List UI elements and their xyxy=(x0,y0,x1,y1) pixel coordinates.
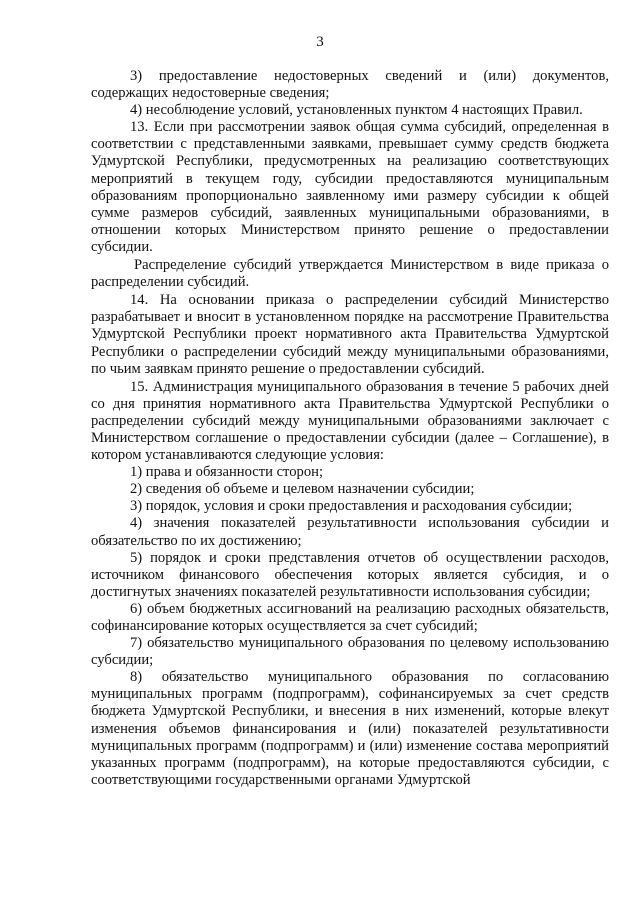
list-item-6: 6) объем бюджетных ассигнований на реализацию расходных обязательств, софинансирование которых осуществляется за счет субсидий; xyxy=(91,600,609,634)
list-item-3: 3) порядок, условия и сроки предоставления и расходования субсидии; xyxy=(130,498,573,515)
list-item-4: 4) значения показателей результативности использования субсидии и обязательство по их достижению; xyxy=(91,515,609,549)
document-body xyxy=(91,68,609,789)
paragraph-item-3: 3) предоставление недостоверных сведений и (или) документов, содержащих недостоверные сведения; xyxy=(91,68,609,102)
paragraph-distribution: Распределение субсидий утверждается Министерством в виде приказа о распределении субсидий. xyxy=(91,257,609,291)
page-number: 3 xyxy=(316,34,324,50)
list-item-7: 7) обязательство муниципального образования по целевому использованию субсидии; xyxy=(91,635,609,669)
list-item-8: 8) обязательство муниципального образования по согласованию муниципальных программ (подпрограмм), софинансируемых за счет средств бюджета Удмуртской Республики, и внесения в них изменений, которые влекут изменения объемов финансирования и (или) показателей результативности муниципальных программ (подпрограмм) и (или) изменение состава мероприятий указанных программ (подпрограмм), на которые предоставляются субсидии, с соответствующими государственными органами Удмуртской xyxy=(91,669,609,788)
list-item-1: 1) права и обязанности сторон; xyxy=(130,464,323,481)
list-item-5: 5) порядок и сроки представления отчетов об осуществлении расходов, источником финансового обеспечения которых является субсидия, и о достигнутых значениях показателей результативности использования субсидии; xyxy=(91,549,609,600)
paragraph-clause-13: 13. Если при рассмотрении заявок общая сумма субсидий, определенная в соответствии с представленными заявками, превышает сумму средств бюджета Удмуртской Республики, предусмотренных на реализацию соответствующих мероприятий в текущем году, субсидии предоставляются муниципальным образованиям пропорционально заявленному ими размеру субсидии к общей сумме размеров субсидий, заявленных муниципальными образованиями, в отношении которых Министерством принято решение о предоставлении субсидии. xyxy=(91,119,609,255)
paragraph-clause-14: 14. На основании приказа о распределении субсидий Министерство разрабатывает и вносит в установленном порядке на рассмотрение Правительства Удмуртской Республики проект нормативного акта Правительства Удмуртской Республики о распределении субсидий между муниципальными образованиями, по чьим заявкам принято решение о предоставлении субсидий. xyxy=(91,292,609,377)
paragraph-clause-15: 15. Администрация муниципального образования в течение 5 рабочих дней со дня принятия нормативного акта Правительства Удмуртской Республики о распределении субсидий между муниципальными образованиями заключает с Министерством соглашение о предоставлении субсидии (далее – Соглашение), в котором устанавливаются следующие условия: xyxy=(91,378,609,464)
paragraph-item-4: 4) несоблюдение условий, установленных пунктом 4 настоящих Правил. xyxy=(130,102,583,119)
list-item-2: 2) сведения об объеме и целевом назначении субсидии; xyxy=(130,481,475,498)
